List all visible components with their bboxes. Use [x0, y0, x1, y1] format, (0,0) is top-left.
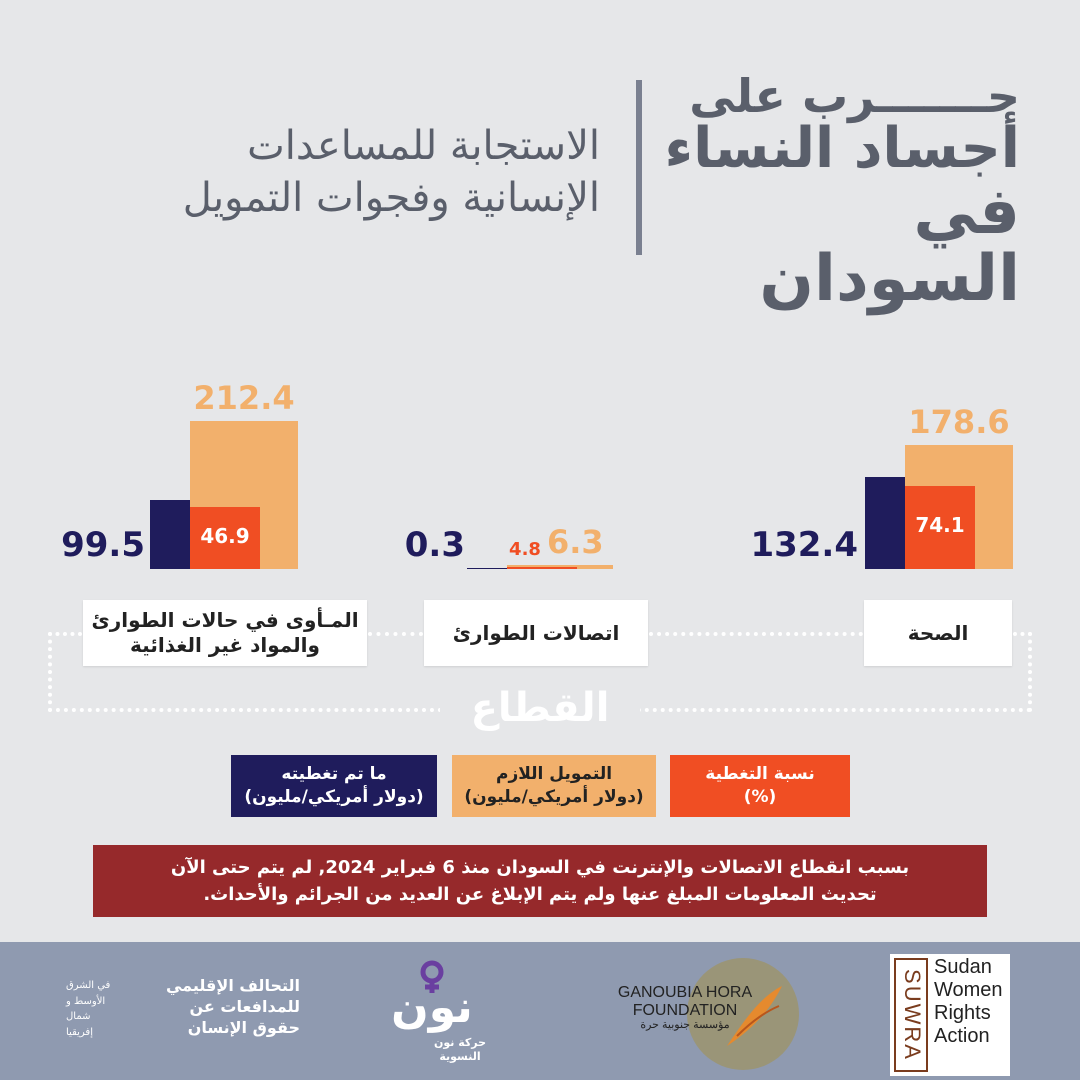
ganoubia-line-1: GANOUBIA HORA — [617, 984, 753, 1001]
legend-covered-title: ما تم تغطيته — [281, 764, 387, 785]
legend-pct-title: نسبة التغطية — [705, 764, 815, 785]
coalition-line-3: حقوق الإنسان — [187, 1017, 300, 1037]
x-axis-label: القطاع — [440, 685, 640, 731]
noon-wordmark: نون — [391, 982, 473, 1033]
legend-required — [452, 755, 656, 817]
subtitle — [80, 120, 600, 224]
label-required-telecom: 6.3 — [547, 523, 604, 561]
ganoubia-arabic: مؤسسة جنوبية حرة — [640, 1019, 730, 1032]
suwra-vertical-text: SUWRA — [900, 969, 925, 1061]
ganoubia-line-2: FOUNDATION — [632, 1001, 738, 1019]
subtitle-line-2: الإنسانية وفجوات التمويل — [182, 175, 600, 221]
title-separator — [636, 80, 642, 255]
coalition-region-1: في الشرق — [66, 980, 111, 991]
label-coverage-pct-shelter: 46.9 — [200, 523, 250, 548]
subtitle-line-1: الاستجابة للمساعدات — [247, 123, 600, 169]
title-line-2: أجساد النساء — [664, 116, 1020, 182]
label-covered-shelter: 99.5 — [61, 525, 145, 565]
coalition-region-2: الأوسط و — [66, 995, 106, 1007]
coalition-line-1: التحالف الإقليمي — [165, 976, 300, 995]
coalition-line-2: للمدافعات عن — [189, 996, 300, 1016]
suwra-logo — [890, 954, 1010, 1076]
suwra-line-3: Rights — [934, 1002, 991, 1024]
legend-covered-unit: (دولار أمريكي/مليون) — [244, 787, 424, 807]
bar-covered-health — [865, 477, 905, 569]
legend-required-unit: (دولار أمريكي/مليون) — [464, 787, 644, 807]
category-label-shelter-line1: المـأوى في حالات الطوارئ — [91, 608, 359, 632]
category-label-shelter-line2: والمواد غير الغذائية — [130, 633, 320, 657]
label-covered-telecom: 0.3 — [404, 525, 465, 565]
category-label-telecom: اتصالات الطوارئ — [452, 620, 620, 645]
suwra-line-4: Action — [934, 1025, 990, 1047]
suwra-line-2: Women — [934, 979, 1003, 1001]
disclaimer-line-2: تحديث المعلومات المبلغ عنها ولم يتم الإبلاغ عن العديد من الجرائم والأحداث. — [203, 884, 877, 905]
label-covered-health: 132.4 — [750, 525, 858, 565]
disclaimer-line-1: بسبب انقطاع الاتصالات والإنترنت في السودان منذ 6 فبراير 2024, لم يتم حتى الآن — [170, 857, 910, 878]
noon-line-1: حركة نون — [433, 1036, 487, 1049]
bar-covered-shelter — [150, 500, 190, 569]
footer-logos — [0, 942, 1080, 1080]
disclaimer-banner — [93, 845, 987, 917]
label-coverage-pct-health: 74.1 — [915, 513, 965, 538]
legend-covered — [231, 755, 437, 817]
noon-logo — [372, 960, 492, 1070]
coalition-logo — [60, 976, 300, 1048]
legend-pct-unit: (%) — [743, 787, 777, 807]
coalition-region-4: إفريقيا — [66, 1026, 93, 1038]
bar-coverage-pct-telecom — [507, 567, 577, 569]
suwra-line-1: Sudan — [934, 956, 992, 978]
ganoubia-logo — [585, 958, 801, 1070]
title-line-1: حـــــــرب على — [689, 69, 1020, 123]
noon-line-2: النسوية — [439, 1050, 481, 1064]
main-title — [660, 69, 1020, 317]
coalition-region-3: شمال — [66, 1011, 91, 1022]
legend-coverage-pct — [670, 755, 850, 817]
label-required-shelter: 212.4 — [193, 379, 295, 417]
bar-covered-telecom — [467, 568, 507, 569]
title-line-3: في السودان — [759, 175, 1020, 317]
legend-required-title: التمويل اللازم — [495, 764, 613, 785]
label-required-health: 178.6 — [908, 402, 1010, 441]
category-label-health: الصحة — [907, 620, 969, 645]
label-coverage-pct-telecom: 4.8 — [509, 539, 541, 560]
